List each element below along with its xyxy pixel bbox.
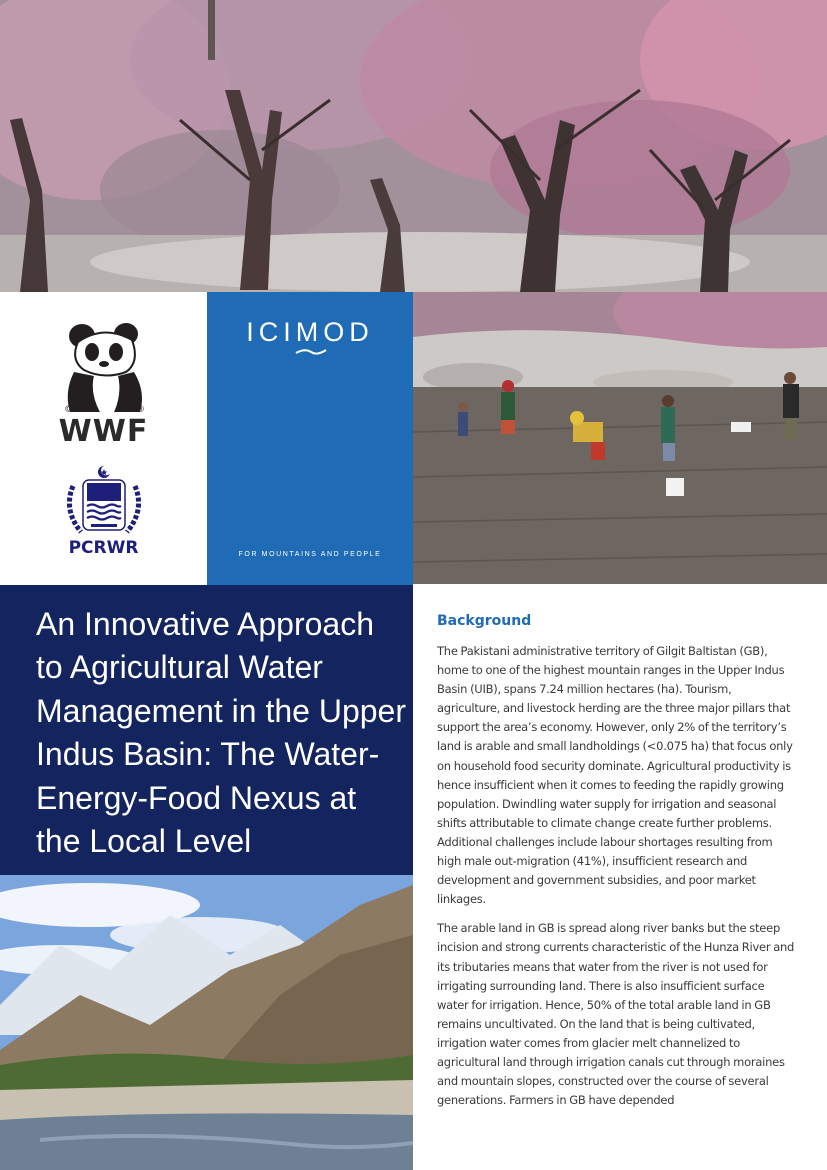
background-paragraph: The arable land in GB is spread along river banks but the steep incision and strong currents characteristic of the Hunza River and its tributaries means that water from the river is not used for irrigating surrounding land. There is also insufficient surface water for irrigation. Hence, 50% of the total arable land in GB remains uncultivated. On the land that is being cultivated, irrigation water comes from glacier melt channelized to agricultural land through irrigation canals cut through moraines and mountain slopes, constructed over the course of several generations. Farmers in GB have depended: [437, 921, 795, 1108]
pcrwr-logo-text: PCRWR: [68, 538, 139, 558]
icimod-logo: ICIMOD: [246, 317, 374, 347]
icimod-mountain-swoosh-icon: [295, 347, 327, 357]
orchard-illustration: [0, 0, 827, 292]
farmers-field-illustration: [413, 292, 827, 584]
pcrwr-emblem: [61, 464, 147, 538]
svg-text:®: ®: [136, 405, 145, 414]
icimod-tagline: FOR MOUNTAINS AND PEOPLE: [238, 551, 382, 558]
svg-text:©: ©: [64, 405, 73, 414]
background-paragraph: The Pakistani administrative territory of Gilgit Baltistan (GB), home to one of the highest mountain ranges in the Upper Indus Basin (UIB), spans 7.24 million hectares (ha). Tourism, agriculture, and livestock herding are the three major pillars that support the area’s economy. However, only 2% of the territory’s land is arable and small landholdings (<0.075 ha) that focus only on household food security dominate. Agricultural productivity is hence insufficient when it comes to feeding the rapidly growing population. Dwindling water supply for irrigation and seasonal shifts attributable to climate change create further problems. Additional challenges include labour shortages resulting from high male out-migration (41%), insufficient research and development and government subsidies, and poor market linkages.: [437, 644, 793, 907]
mountain-valley-photo: [0, 875, 413, 1170]
document-title: An Innovative Approach to Agricultural Water Management in the Upper Indus Basin: The Water-Energy-Food Nexus at the Local Level: [36, 606, 406, 860]
wwf-panda-logo: [60, 322, 148, 414]
background-section: [437, 612, 797, 1110]
partner-logos-panel: [0, 292, 207, 585]
mountain-valley-illustration: [0, 875, 413, 1170]
wwf-logo-text: WWF: [58, 414, 149, 449]
farmers-field-photo: [413, 292, 827, 584]
background-heading: Background: [437, 613, 532, 629]
orchard-photo: [0, 0, 827, 292]
icimod-panel: [207, 292, 413, 585]
title-panel: [0, 585, 413, 875]
